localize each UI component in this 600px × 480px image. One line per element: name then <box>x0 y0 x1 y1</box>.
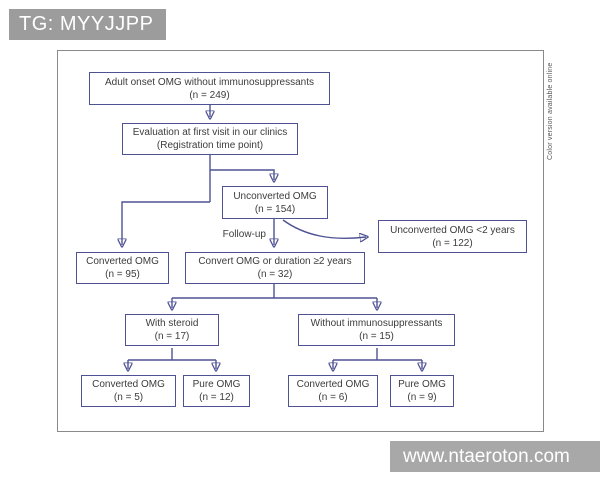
node-label: Convert OMG or duration ≥2 years <box>198 256 352 267</box>
node-label: Unconverted OMG <box>233 190 317 202</box>
node-pure-omg-9 <box>390 375 454 407</box>
node-label: Pure OMG <box>398 379 446 390</box>
node-stat: (n = 5) <box>113 392 144 403</box>
node-stat: (n = 6) <box>318 392 348 403</box>
node-label: Converted OMG <box>296 379 370 390</box>
watermark-url: www.ntaeroton.com <box>390 441 600 472</box>
node-stat: (Registration time point) <box>156 140 264 151</box>
node-label: Evaluation at first visit in our clinics <box>132 127 288 138</box>
followup-label: Follow-up <box>222 229 266 240</box>
node-converted-omg-95 <box>76 252 169 284</box>
node-stat: (n = 154) <box>254 203 296 215</box>
node-unconverted-omg-lt2y <box>378 220 527 253</box>
node-label: With steroid <box>145 318 199 329</box>
node-stat: (n = 12) <box>199 392 234 403</box>
node-stat: (n = 95) <box>105 269 140 280</box>
node-label: Without immunosuppressants <box>310 318 443 329</box>
node-converted-omg-5 <box>81 375 176 407</box>
node-stat: (n = 122) <box>432 237 473 249</box>
node-label: Converted OMG <box>86 256 159 267</box>
node-stat: (n = 17) <box>154 331 190 342</box>
node-stat: (n = 32) <box>257 269 293 280</box>
node-pure-omg-12 <box>183 375 250 407</box>
node-stat: (n = 9) <box>407 392 437 403</box>
node-without-immunosuppressants <box>298 314 455 346</box>
node-converted-omg-6 <box>288 375 378 407</box>
node-label: Pure OMG <box>192 379 241 390</box>
node-stat: (n = 15) <box>359 331 394 342</box>
side-note-vertical: Color version available online <box>547 62 554 160</box>
node-stat: (n = 249) <box>189 89 230 101</box>
node-with-steroid <box>125 314 219 346</box>
node-unconverted-omg <box>222 186 328 219</box>
node-label: Unconverted OMG <2 years <box>390 224 515 236</box>
tag-badge: TG: MYYJJPP <box>9 9 166 40</box>
node-label: Adult onset OMG without immunosuppressants <box>105 76 314 88</box>
node-evaluation-first-visit <box>122 123 298 155</box>
node-convert-or-duration-ge2y <box>185 252 365 284</box>
node-adult-onset-omg <box>89 72 330 105</box>
node-label: Converted OMG <box>92 379 165 390</box>
